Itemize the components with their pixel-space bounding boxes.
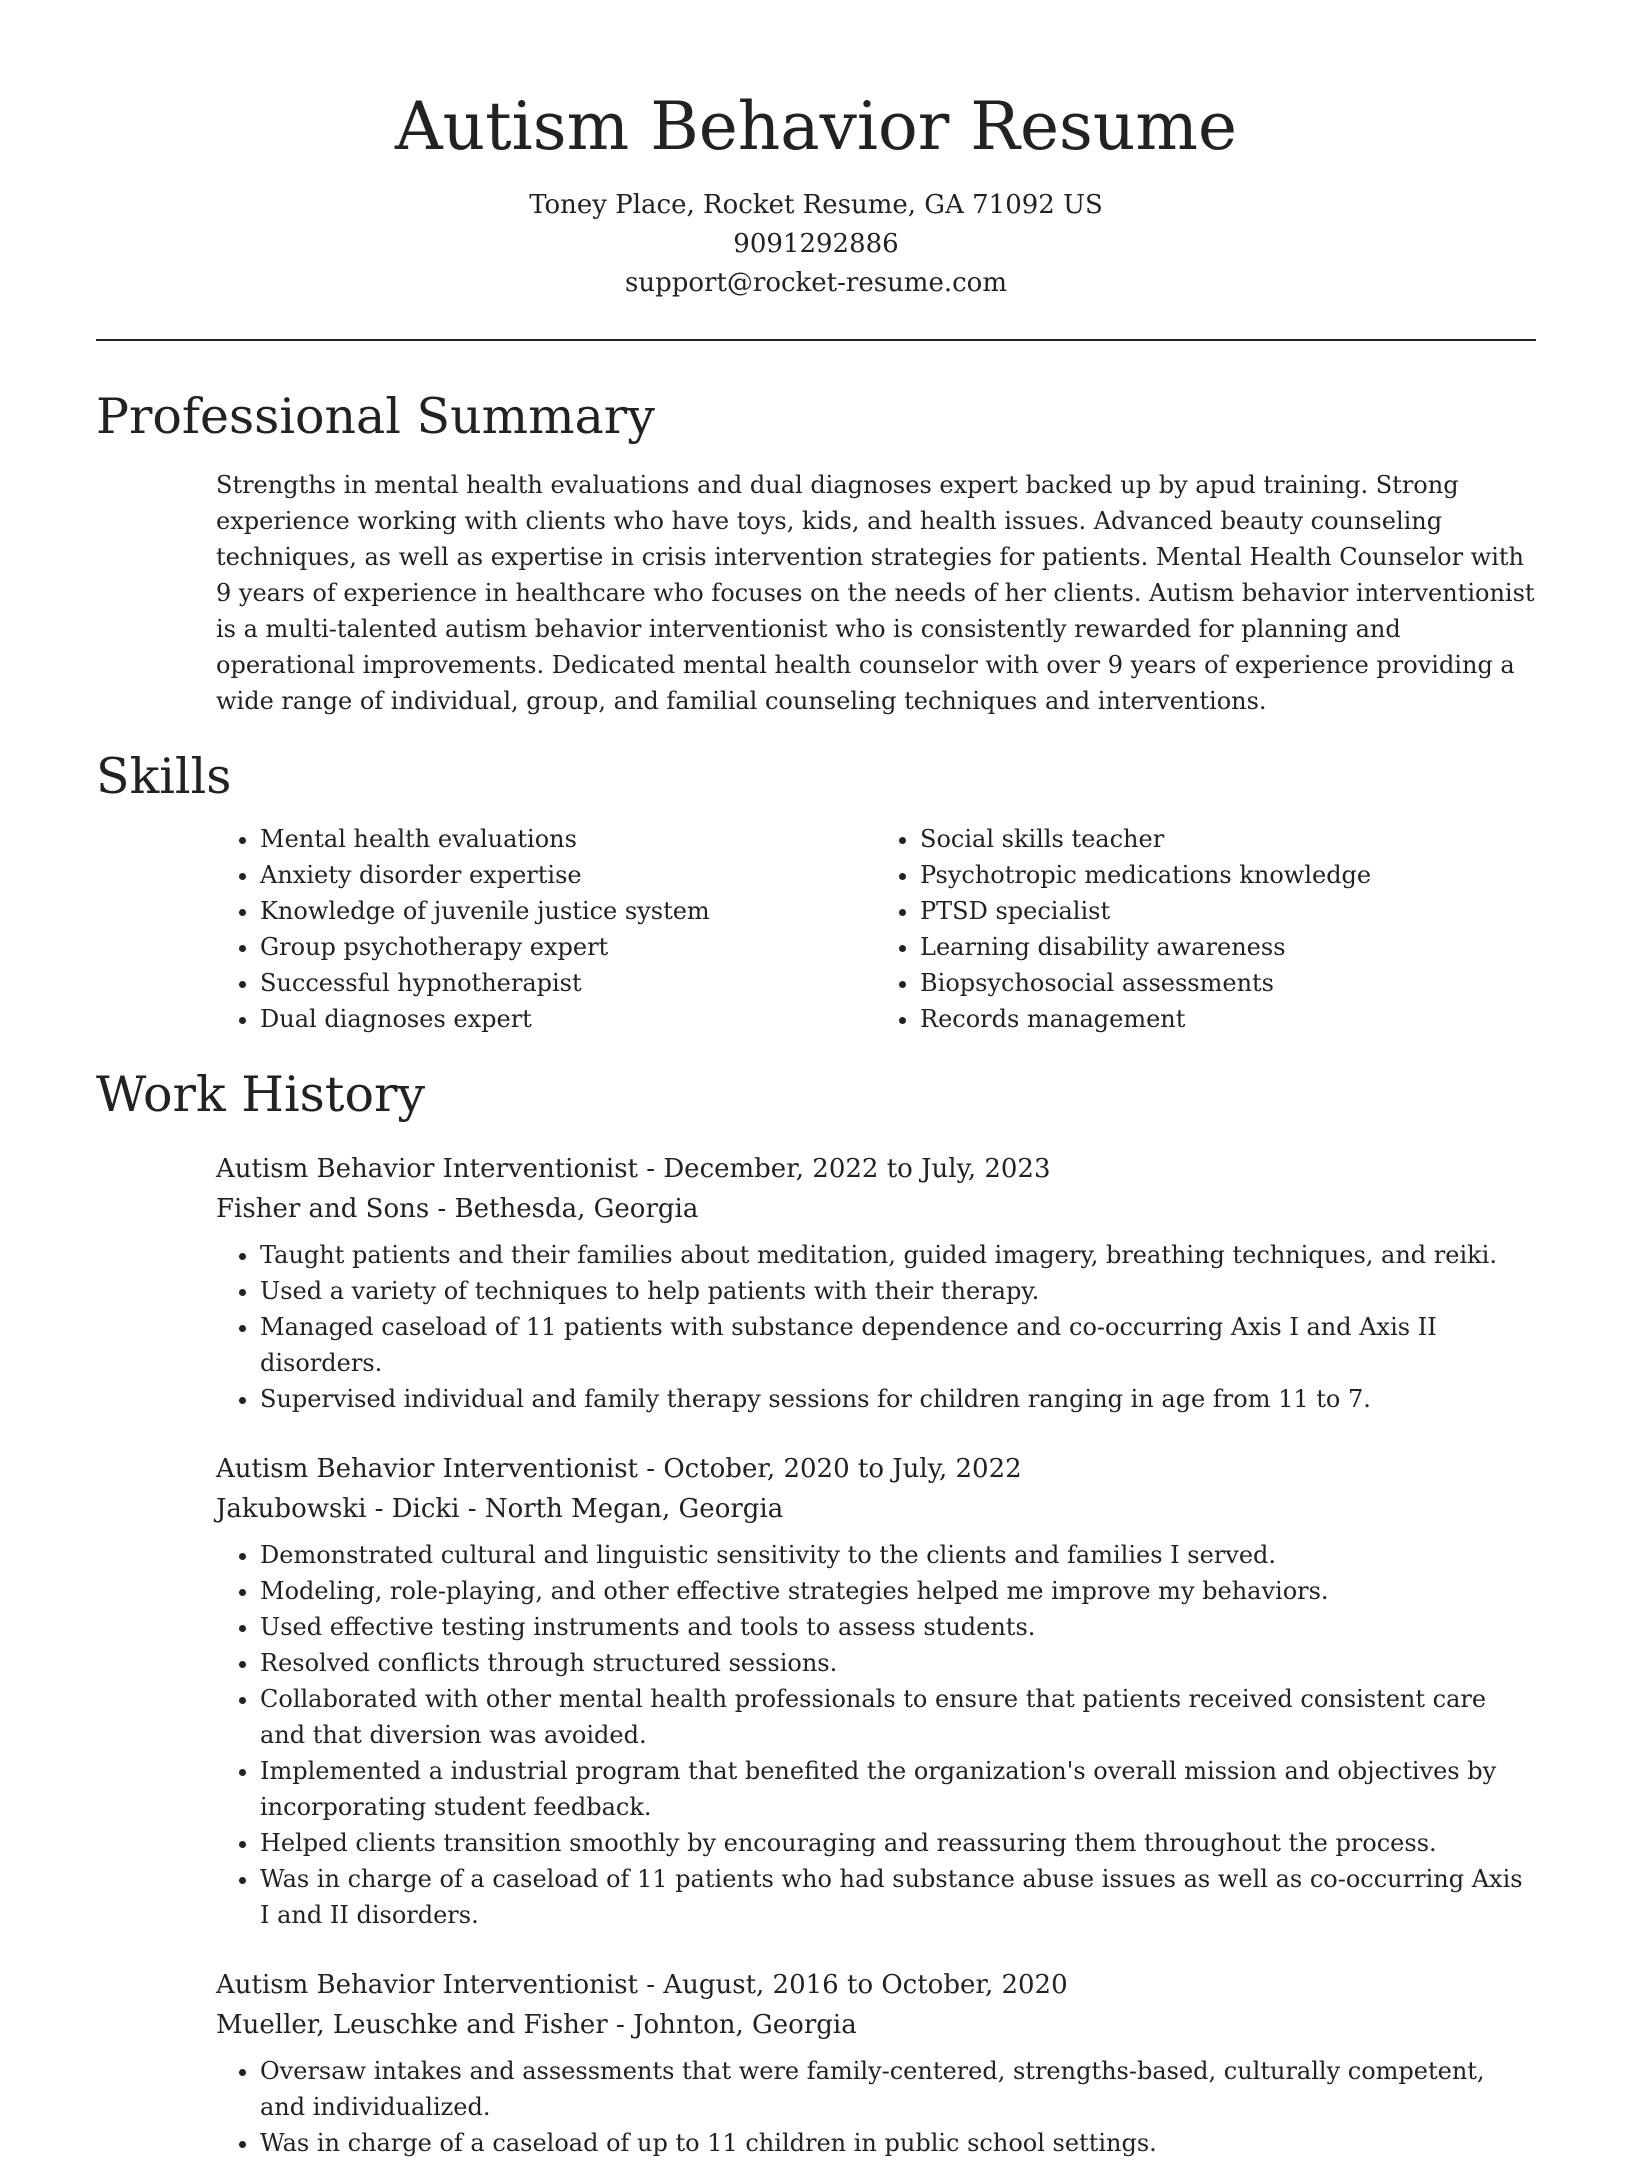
job-entry [216,1965,1536,2161]
job-entry [216,1449,1536,1933]
job-dates: - August, 2016 to October, 2020 [638,1970,1068,2000]
job-company: Jakubowski - Dicki [216,1494,460,1524]
job-role: Autism Behavior Interventionist [216,1970,639,2000]
skill-item: • PTSD specialist [920,893,1536,929]
address: Toney Place, Rocket Resume, GA 71092 US [529,190,1103,220]
job-bullet: • Collaborated with other mental health professionals to ensure that patients received consistent care and that diversion was avoided. [260,1681,1536,1753]
job-title-line [216,1449,1536,1489]
job-bullet: • Supervised individual and family therapy sessions for children ranging in age from 11 to 7. [260,1381,1536,1417]
skill-item: • Mental health evaluations [260,821,876,857]
job-location: - Johnton, Georgia [607,2010,857,2040]
job-company-line [216,1189,1536,1229]
skill-item: • Records management [920,1001,1536,1037]
phone: 9091292886 [733,229,899,259]
job-bullet: • Oversaw intakes and assessments that were family-centered, strengths-based, culturally competent, and individualized. [260,2053,1536,2125]
job-bullets [216,2053,1536,2161]
job-bullet: • Was in charge of a caseload of 11 patients who had substance abuse issues as well as co-occurring Axis I and II disorders. [260,1861,1536,1933]
job-company: Fisher and Sons [216,1194,430,1224]
job-company-line [216,2005,1536,2045]
skill-item: • Dual diagnoses expert [260,1001,876,1037]
skill-item: • Anxiety disorder expertise [260,857,876,893]
skills-list [216,821,1536,1037]
work-history-heading: Work History [96,1066,426,1123]
skill-item: • Biopsychosocial assessments [920,965,1536,1001]
header-divider [96,339,1536,341]
job-company: Mueller, Leuschke and Fisher [216,2010,608,2040]
job-bullet: • Used a variety of techniques to help patients with their therapy. [260,1273,1536,1309]
resume-title: Autism Behavior Resume [394,88,1238,165]
email: support@rocket-resume.com [624,268,1007,298]
job-location: - North Megan, Georgia [459,1494,784,1524]
skills-column-right [876,821,1536,1037]
job-bullet: • Implemented a industrial program that benefited the organization's overall mission and objectives by incorporating student feedback. [260,1753,1536,1825]
job-bullets [216,1237,1536,1417]
contact-info [0,186,1632,303]
job-bullet: • Demonstrated cultural and linguistic sensitivity to the clients and families I served. [260,1537,1536,1573]
skills-heading: Skills [96,748,232,805]
job-bullet: • Resolved conflicts through structured sessions. [260,1645,1536,1681]
summary-heading: Professional Summary [96,388,655,445]
job-entry [216,1149,1536,1417]
job-role: Autism Behavior Interventionist [216,1154,639,1184]
job-dates: - December, 2022 to July, 2023 [638,1154,1051,1184]
job-bullet: • Modeling, role-playing, and other effective strategies helped me improve my behaviors. [260,1573,1536,1609]
skill-item: • Group psychotherapy expert [260,929,876,965]
job-dates: - October, 2020 to July, 2022 [638,1454,1022,1484]
job-company-line [216,1489,1536,1529]
job-bullet: • Taught patients and their families about meditation, guided imagery, breathing techniques, and reiki. [260,1237,1536,1273]
summary-text: Strengths in mental health evaluations and dual diagnoses expert backed up by apud training. Strong experience working with clients who have toys, kids, and health issues. Advanced beauty counseling techniques, as well as expertise in crisis intervention strategies for patients. Mental Health Counselor with 9 years of experience in healthcare who focuses on the needs of her clients. Autism behavior interventionist is a multi-talented autism behavior interventionist who is consistently rewarded for planning and operational improvements. Dedicated mental health counselor with over 9 years of experience providing a wide range of individual, group, and familial counseling techniques and interventions. [216,471,1535,715]
job-bullet: • Used effective testing instruments and tools to assess students. [260,1609,1536,1645]
skill-item: • Social skills teacher [920,821,1536,857]
job-location: - Bethesda, Georgia [429,1194,699,1224]
job-bullet: • Managed caseload of 11 patients with substance dependence and co-occurring Axis I and Axis II disorders. [260,1309,1536,1381]
skill-item: • Psychotropic medications knowledge [920,857,1536,893]
job-bullets [216,1537,1536,1933]
skill-item: • Learning disability awareness [920,929,1536,965]
job-title-line [216,1149,1536,1189]
job-role: Autism Behavior Interventionist [216,1454,639,1484]
resume-header [0,0,1632,303]
skill-item: • Knowledge of juvenile justice system [260,893,876,929]
job-bullet: • Helped clients transition smoothly by encouraging and reassuring them throughout the process. [260,1825,1536,1861]
job-bullet: • Was in charge of a caseload of up to 11 children in public school settings. [260,2125,1536,2161]
skills-column-left [216,821,876,1037]
skill-item: • Successful hypnotherapist [260,965,876,1001]
job-title-line [216,1965,1536,2005]
